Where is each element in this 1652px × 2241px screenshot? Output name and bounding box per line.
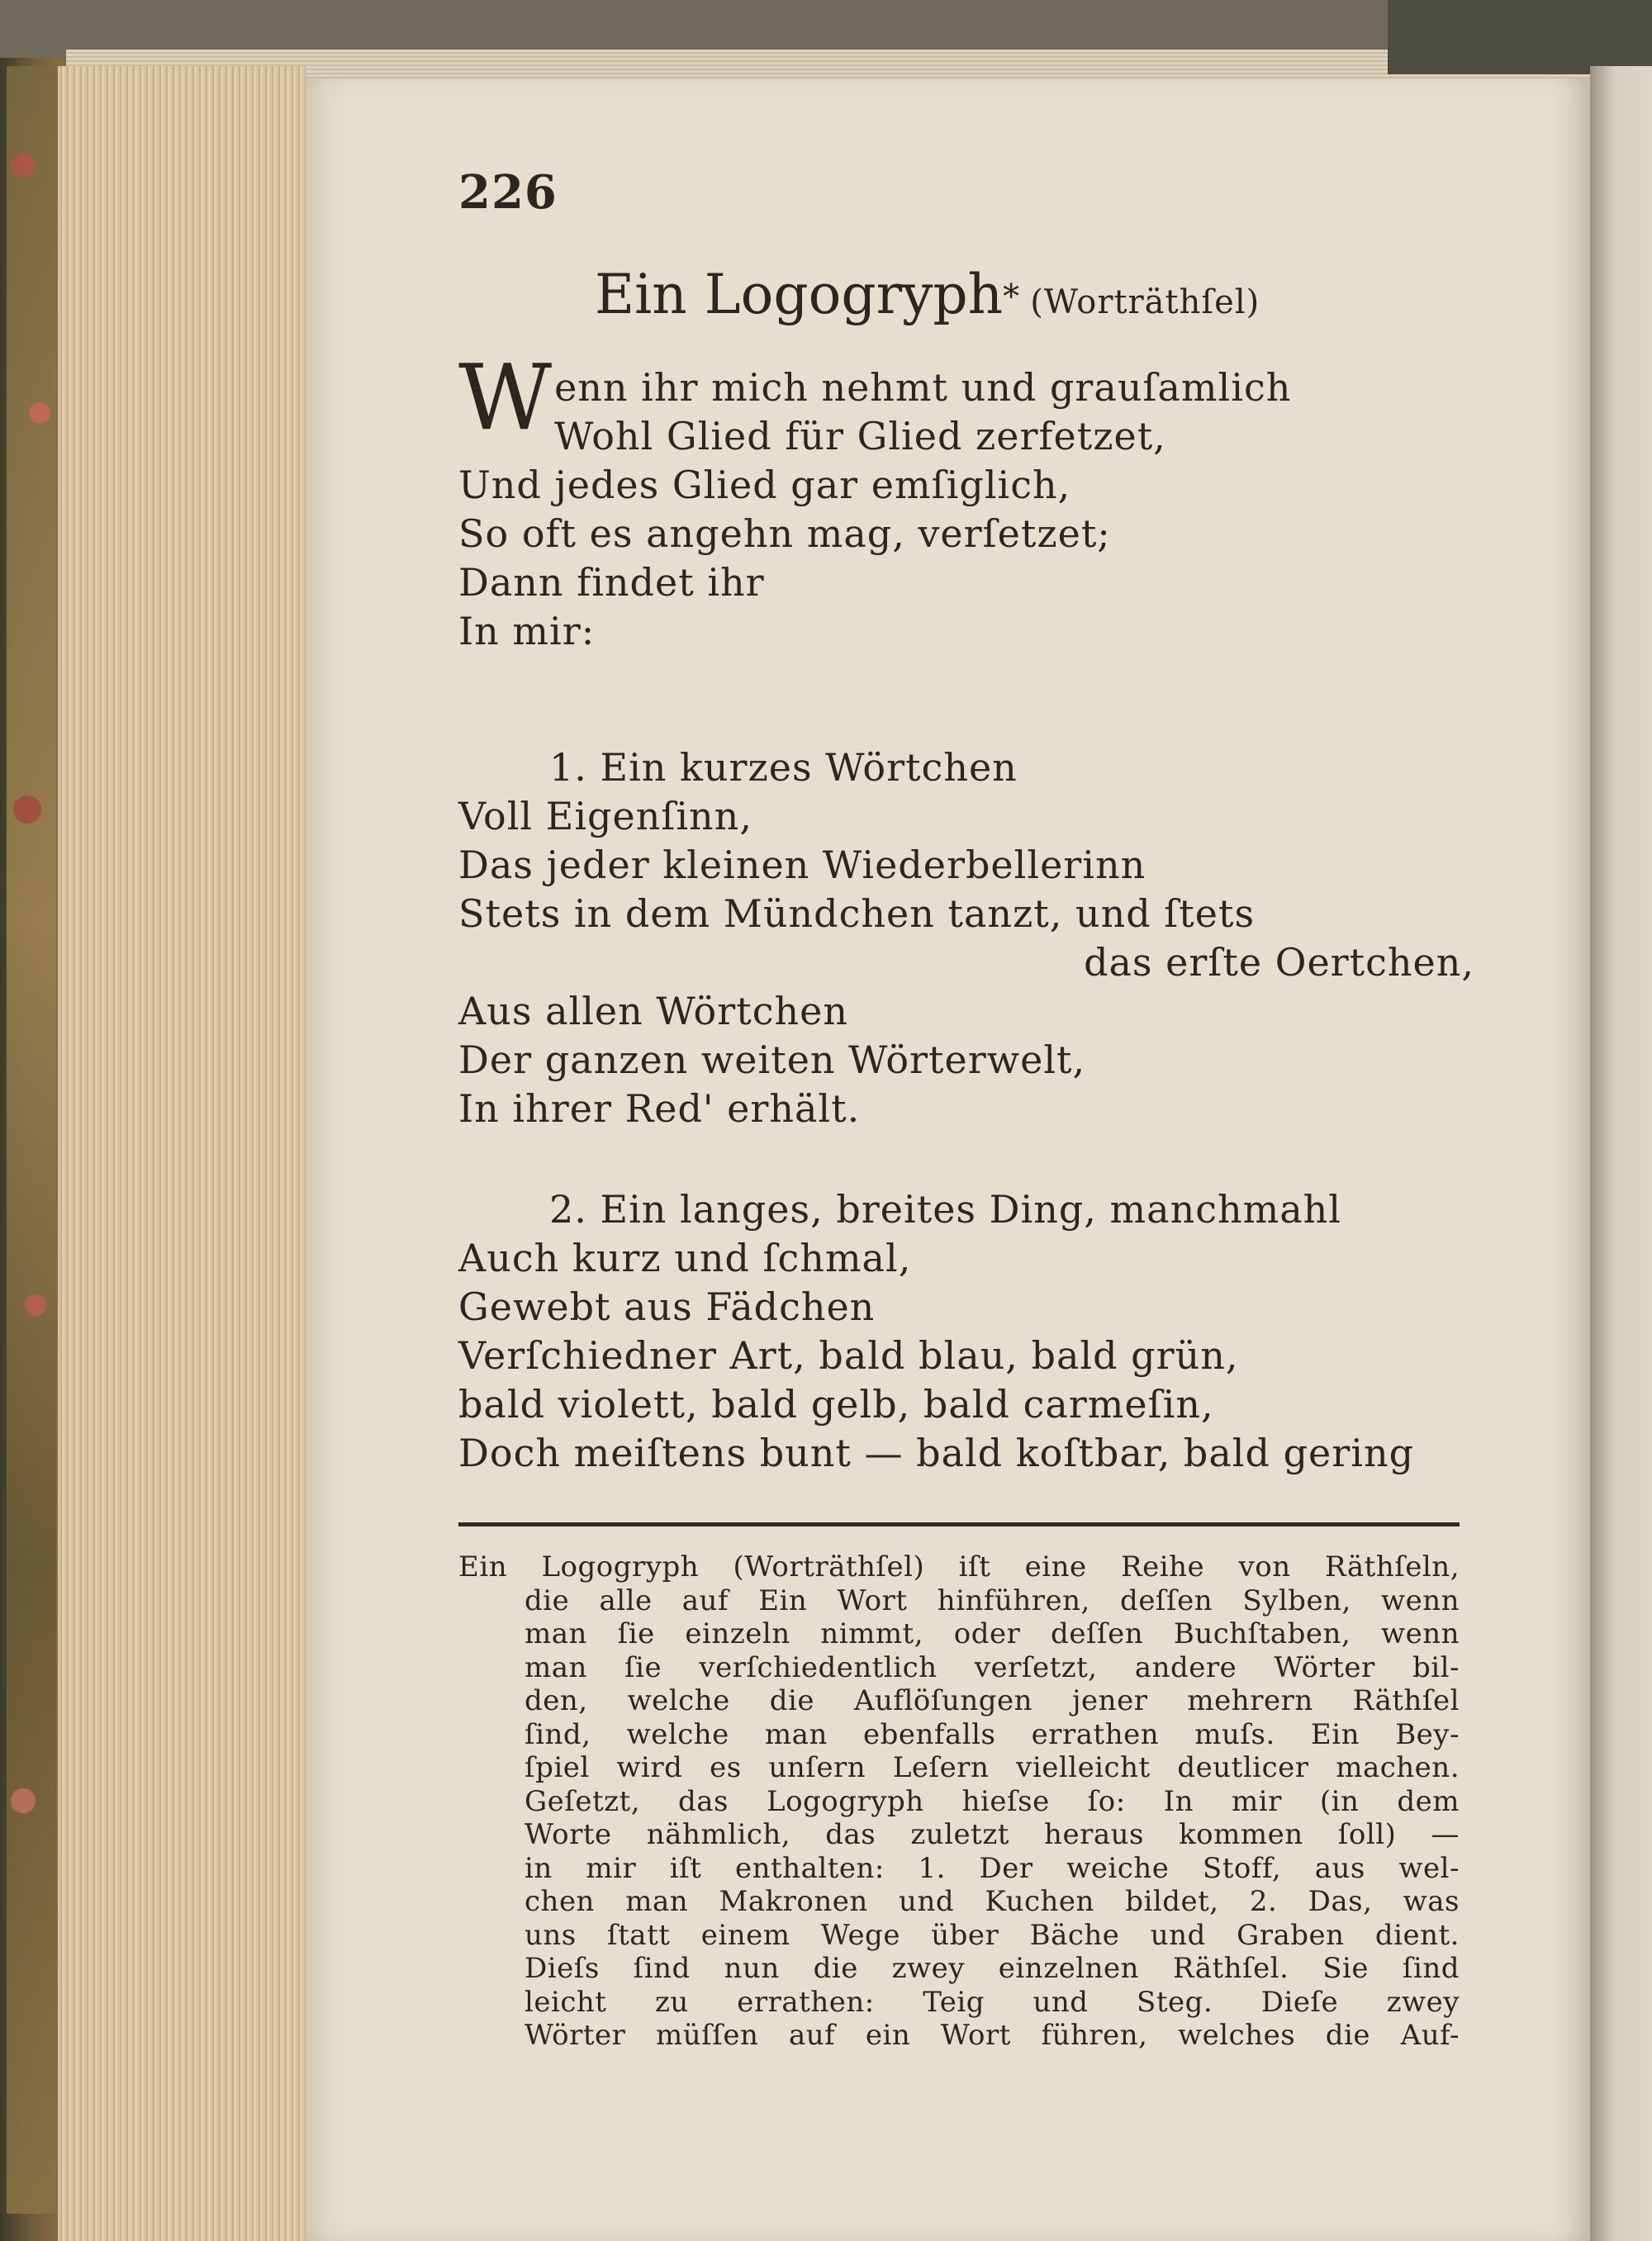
marbled-edge [7,66,56,2214]
poem-stanza-2 [458,1185,1474,1478]
page-number: 226 [458,165,558,220]
poem-line: Wohl Glied für Glied zerfetzet, [554,414,1166,458]
poem-line: In mir: [458,609,596,653]
poem-line: Aus allen Wörtchen [458,989,848,1033]
poem-line: In ihrer Red' erhält. [458,1086,861,1131]
drop-cap: W [458,344,553,450]
poem-line: So oft es angehn mag, verſetzet; [458,511,1111,556]
footnote-line: man ſie einzeln nimmt, oder deſſen Buchſtaben, wenn [525,1617,1460,1650]
poem-line: Voll Eigenſinn, [458,794,752,838]
footnote-marker: * [1003,278,1020,316]
poem-line: Verſchiedner Art, bald blau, bald grün, [458,1333,1239,1378]
footnote-line: Worte nähmlich, das zuletzt heraus kommen ſoll) — [525,1818,1460,1851]
footnote-line: leicht zu errathen: Teig und Steg. Dieſe zwey [525,1985,1460,2019]
poem-line: Stets in dem Mündchen tanzt, und ſtets [458,891,1256,936]
footnote-divider [458,1522,1460,1526]
facing-page-edge [1590,66,1652,2241]
footnote [458,1550,1460,2053]
poem-stanza-1 [458,743,1474,1133]
poem-line: Dann findet ihr [458,560,765,605]
footnote-line: Wörter müſſen auf ein Wort führen, welches die Auf- [525,2019,1460,2052]
footnote-line: chen man Makronen und Kuchen bildet, 2. Das, was [525,1885,1460,1918]
footnote-line: die alle auf Ein Wort hinführen, deſſen Sylben, wenn [525,1583,1460,1617]
poem-line: 1. Ein kurzes Wörtchen [549,745,1018,790]
page-title [595,263,1260,326]
footnote-line: uns ſtatt einem Wege über Bäche und Graben dient. [525,1918,1460,1952]
footnote-line: Geſetzt, das Logogryph hieſse ſo: In mir (in dem [525,1784,1460,1818]
poem-line: Das jeder kleinen Wiederbellerinn [458,843,1146,887]
footnote-line: ſpiel wird es unſern Leſern vielleicht deutlicer machen. [525,1751,1460,1784]
footnote-line: den, welche die Auflöſungen jener mehrern Räthſel [525,1684,1460,1717]
page-block-edges [58,66,306,2241]
poem-line: Auch kurz und ſchmal, [458,1236,912,1280]
footnote-line: in mir iſt enthalten: 1. Der weiche Stoff, aus wel- [525,1851,1460,1885]
poem-line: Gewebt aus Fädchen [458,1284,876,1329]
footnote-line: man ſie verſchiedentlich verſetzt, andere Wörter bil- [525,1650,1460,1684]
poem-line: Der ganzen weiten Wörterwelt, [458,1037,1086,1082]
footnote-line: ſind, welche man ebenfalls errathen muſs. Ein Bey- [525,1717,1460,1751]
poem-line: Und jedes Glied gar emſiglich, [458,463,1071,507]
poem-line-text: enn ihr mich nehmt und grauſamlich [554,365,1292,410]
poem-line: 2. Ein langes, breites Ding, manchmahl [549,1187,1341,1232]
footnote-line: Dieſs ſind nun die zwey einzelnen Räthſel. Sie ſind [525,1952,1460,1985]
poem-line: Doch meiſtens bunt — bald koſtbar, bald gering [458,1431,1415,1475]
poem-line: das erſte Oertchen, [1084,940,1474,985]
title-subtitle: (Worträthſel) [1030,283,1260,321]
footnote-line: Ein Logogryph (Worträthſel) iſt eine Reihe von Räthſeln, [458,1550,1460,1583]
title-text: Ein Logogryph [595,263,1004,326]
spine-cloth [1388,0,1652,74]
poem-line: bald violett, bald gelb, bald carmeſin, [458,1382,1214,1427]
poem-intro [458,344,1474,656]
